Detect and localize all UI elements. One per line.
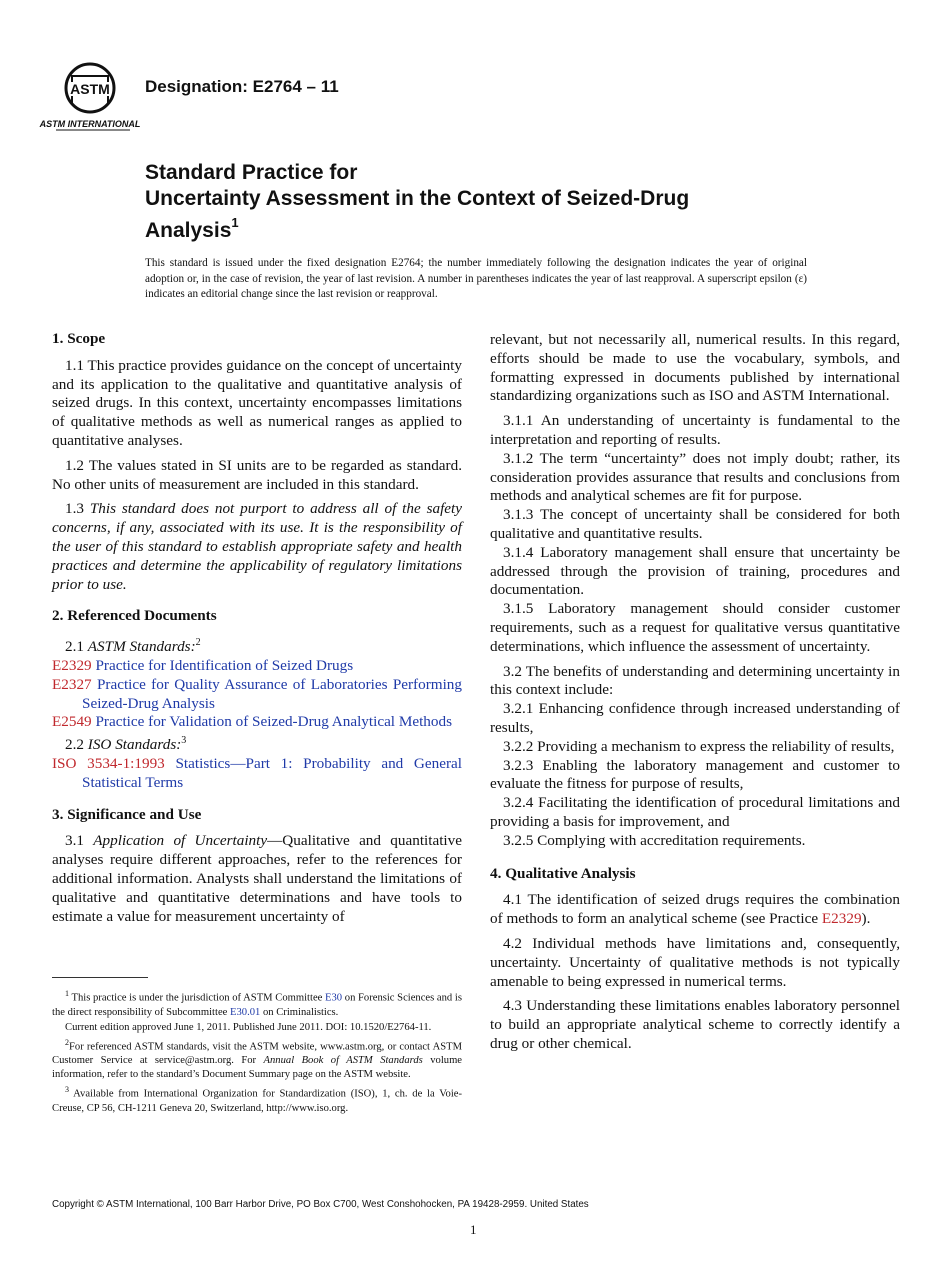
paragraph-3-1-4: 3.1.4 Laboratory management shall ensure that uncertainty be addressed through the provision of training, procedures and documentation. <box>490 543 900 599</box>
iso-standards-heading <box>52 732 462 755</box>
logo-text: ASTM INTERNATIONAL <box>39 119 141 129</box>
paragraph-3-2-1: 3.2.1 Enhancing confidence through increased understanding of results, <box>490 700 900 736</box>
footnote-2 <box>52 1036 462 1083</box>
paragraph-4-1-text: 4.1 The identification of seized drugs requires the combination of methods to form an analytical scheme (see Practice <box>490 891 900 928</box>
astm-standards-heading <box>52 634 462 657</box>
paragraph-3-1-2: 3.1.2 The term “uncertainty” does not imply doubt; rather, its consideration provides assurance that results and conclusions from methods and analytical schemes are fit for purpose. <box>490 449 900 505</box>
astm-standards-label: ASTM Standards: <box>87 638 196 656</box>
paragraph-3-1-text: —Qualitative and quantitative analyses require different approaches, refer to the references for additional information. Analysts shall understand the limitations of qualitative and quantitative determinations and have tools to estimate a value for measurement uncertainty of <box>52 832 462 925</box>
footnote-2-mark: 2 <box>65 1037 69 1047</box>
paragraph-3-2-2: 3.2.2 Providing a mechanism to express the reliability of results, <box>503 737 895 755</box>
page-number: 1 <box>470 1222 477 1237</box>
footnote-3 <box>52 1083 462 1116</box>
reference-title[interactable]: Practice for Quality Assurance of Laboratories Performing Seized-Drug Analysis <box>82 675 462 712</box>
title-line-3 <box>145 212 845 244</box>
section-heading-scope: 1. Scope <box>52 330 106 347</box>
title-line-1: Standard Practice for <box>145 161 358 184</box>
title-line-3-text: Analysis <box>145 219 232 242</box>
astm-standards-footnote-mark: 2 <box>195 637 201 649</box>
astm-standards-number: 2.1 <box>65 638 84 656</box>
astm-logo-icon <box>39 58 141 134</box>
paragraph-1-3-number: 1.3 <box>65 500 84 518</box>
paragraph-4-1-end: ). <box>861 910 871 928</box>
title-line-2: Uncertainty Assessment in the Context of Seized-Drug <box>145 187 690 210</box>
paragraph-3-1-number: 3.1 <box>65 832 84 850</box>
right-column <box>490 331 900 1060</box>
astm-logo <box>39 58 141 134</box>
reference-item-e2327[interactable] <box>52 676 462 714</box>
reference-code[interactable]: ISO 3534-1:1993 <box>52 755 165 773</box>
paragraph-3-1-1: 3.1.1 An understanding of uncertainty is fundamental to the interpretation and reporting of results. <box>490 412 900 448</box>
iso-standards-label: ISO Standards: <box>87 736 182 754</box>
section-heading-qualitative: 4. Qualitative Analysis <box>490 864 636 882</box>
reference-code[interactable]: E2549 <box>52 713 92 731</box>
paragraph-3-1-5: 3.1.5 Laboratory management should consider customer requirements, such as a request for qualitative versus quantitative determinations, which influence the assessment of uncertainty. <box>490 600 900 655</box>
footnote-subcommittee-link[interactable]: E30.01 <box>230 1006 261 1018</box>
footnote-1-text-a: This practice is under the jurisdiction of ASTM Committee <box>71 992 323 1004</box>
paragraph-4-2: 4.2 Individual methods have limitations and, consequently, uncertainty. Uncertainty of qualitative methods is not typically amenable to being expressed in numerical terms. <box>490 934 900 990</box>
paragraph-3-1-3: 3.1.3 The concept of uncertainty shall be considered for both qualitative and quantitative results. <box>490 506 900 542</box>
footnote-1-text-c: on Criminalistics. <box>262 1006 339 1018</box>
footnote-2-italic: Annual Book of ASTM Standards <box>263 1055 423 1067</box>
paragraph-4-1 <box>490 891 900 929</box>
section-heading-significance: 3. Significance and Use <box>52 805 202 823</box>
paragraph-3-2-5: 3.2.5 Complying with accreditation requirements. <box>503 831 806 849</box>
issue-note: This standard is issued under the fixed designation E2764; the number immediately following the designation indicates the year of original adoption or, in the case of revision, the year of last revision. A number in parentheses indicates the year of last reapproval. A superscript epsilon (ε) indicates an editorial change since the last revision or reapproval. <box>145 257 807 300</box>
reference-code[interactable]: E2329 <box>52 657 92 675</box>
footnotes <box>52 987 462 1117</box>
footnote-1-edition: Current edition approved June 1, 2011. Published June 2011. DOI: 10.1520/E2764-11. <box>65 1021 432 1033</box>
copyright-notice: Copyright © ASTM International, 100 Barr Harbor Drive, PO Box C700, West Conshohocken, PA 19428-2959. United States <box>52 1199 589 1210</box>
paragraph-3-1 <box>52 832 462 926</box>
footnote-1 <box>52 987 462 1020</box>
paragraph-3-2-4: 3.2.4 Facilitating the identification of procedural limitations and providing a basis for improvement, and <box>490 794 900 830</box>
footnote-1-mark: 1 <box>65 989 69 998</box>
reference-code[interactable]: E2327 <box>52 675 92 693</box>
paragraph-1-2: 1.2 The values stated in SI units are to be regarded as standard. No other units of measurement are included in this standard. <box>52 456 462 493</box>
reference-item-iso-3534[interactable] <box>52 755 462 793</box>
paragraph-1-3 <box>52 500 462 594</box>
footnote-divider <box>52 977 148 978</box>
left-column <box>52 330 462 932</box>
document-title <box>145 160 845 244</box>
reference-title[interactable]: Practice for Identification of Seized Drugs <box>95 657 354 675</box>
reference-item-e2549[interactable] <box>52 713 462 732</box>
title-footnote-mark: 1 <box>231 215 239 230</box>
footnote-1-text-b: on Forensic Sciences and is the direct responsibility of Subcommittee <box>52 992 462 1018</box>
paragraph-4-3: 4.3 Understanding these limitations enables laboratory personnel to build an appropriate analytical scheme to correctly identify a drug or other chemical. <box>490 997 900 1052</box>
reference-item-e2329[interactable] <box>52 657 462 676</box>
footnote-2-text-b: volume information, refer to the standard’s Document Summary page on the ASTM website. <box>52 1055 463 1081</box>
paragraph-3-2-3: 3.2.3 Enabling the laboratory management and customer to evaluate the fitness for purpose of results, <box>490 756 900 793</box>
footnote-3-text: Available from International Organization for Standardization (ISO), 1, ch. de la Voie-Creuse, CP 56, CH-1211 Geneva 20, Switzerland, http://www.iso.org. <box>52 1088 462 1114</box>
section-heading-referenced-documents: 2. Referenced Documents <box>52 607 217 625</box>
footnote-committee-link[interactable]: E30 <box>325 992 343 1004</box>
reference-title[interactable]: Practice for Validation of Seized-Drug Analytical Methods <box>95 713 452 731</box>
svg-text:ASTM: ASTM <box>70 81 110 97</box>
iso-standards-number: 2.2 <box>65 736 84 754</box>
paragraph-1-3-text: This standard does not purport to address all of the safety concerns, if any, associated with its use. It is the responsibility of the user of this standard to establish appropriate safety and health practices and determine the applicability of regulatory limitations prior to use. <box>52 500 462 593</box>
paragraph-3-1-continued: relevant, but not necessarily all, numerical results. In this regard, efforts should be made to use the vocabulary, symbols, and formatting expressed in documents published by international standardizing organizations such as ISO and ASTM International. <box>490 331 900 405</box>
paragraph-3-2: 3.2 The benefits of understanding and determining uncertainty in this context include: <box>490 662 900 699</box>
iso-standards-footnote-mark: 3 <box>181 735 187 747</box>
reference-title[interactable]: Statistics—Part 1: Probability and General Statistical Terms <box>82 755 462 791</box>
footnote-3-mark: 3 <box>65 1085 69 1095</box>
paragraph-4-1-reference-link[interactable]: E2329 <box>821 910 862 928</box>
paragraph-3-1-label: Application of Uncertainty <box>93 832 268 850</box>
paragraph-1-1: 1.1 This practice provides guidance on the concept of uncertainty and its application to the qualitative and quantitative analysis of seized drugs. In this context, uncertainty encompasses limitations of qualitative methods as well as numerical ranges as applied to quantitative analyses. <box>52 356 462 449</box>
designation: Designation: E2764 – 11 <box>145 77 339 96</box>
footnote-2-text-a: For referenced ASTM standards, visit the ASTM website, www.astm.org, or contact ASTM Customer Service at service@astm.org. For <box>52 1041 462 1067</box>
